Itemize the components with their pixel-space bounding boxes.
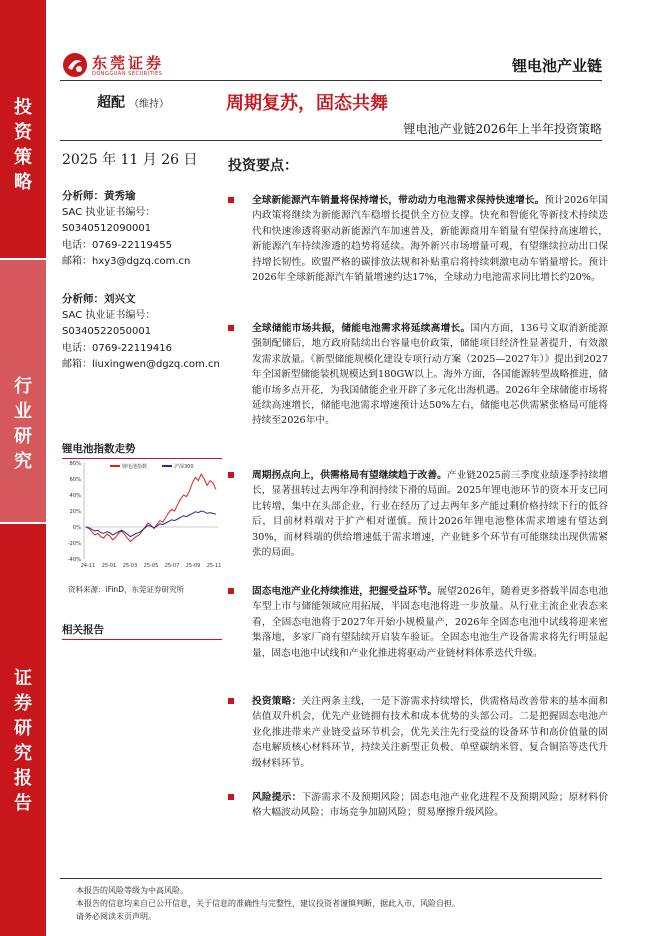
related-reports-rule xyxy=(62,639,222,640)
x-tick-label: 25-07 xyxy=(164,563,180,569)
logo-english-text: DONGGUAN SECURITIES xyxy=(92,71,163,77)
bullet-icon xyxy=(228,197,234,203)
analyst-block xyxy=(62,188,190,271)
cert-label: SAC 执业证书编号： xyxy=(62,309,156,321)
analyst-phone: 电话：0769-22119416 xyxy=(62,342,172,354)
chart-source: 资料来源：iFinD，东莞证券研究所 xyxy=(68,585,184,594)
report-date: 2025 年 11 月 26 日 xyxy=(62,152,198,168)
read-statement-note: 请务必阅读末页声明。 xyxy=(76,912,156,921)
legend-label: 锂电池指数 xyxy=(122,464,148,470)
key-point-text: 下游需求不及预期风险；固态电池产业化进程不及预期风险；原材料价格大幅波动风险；市场竞争加剧风险；贸易摩擦升级风险。 xyxy=(252,792,609,819)
analyst-phone: 电话：0769-22119455 xyxy=(62,239,172,251)
sector-label: 锂电池产业链 xyxy=(511,57,602,75)
analyst-name: 分析师：刘兴文 xyxy=(62,293,136,305)
key-point xyxy=(232,468,608,560)
key-point xyxy=(232,321,608,429)
bullet-icon xyxy=(228,325,234,331)
bullet-icon xyxy=(228,588,234,594)
disclaimer-note: 本报告的信息均来自已公开信息，关于信息的准确性与完整性，建议投资者谨慎判断，据此入市，风险自担。 xyxy=(76,899,460,908)
related-reports-title: 相关报告 xyxy=(62,624,104,636)
report-title: 周期复苏，固态共舞 xyxy=(226,93,388,114)
key-point-lead: 风险提示： xyxy=(252,792,302,803)
side-label-securities-research-report: 证 券 研 究 报 告 xyxy=(14,668,32,814)
y-tick-label: -20% xyxy=(67,541,81,547)
cert-number: S0340522050001 xyxy=(62,326,152,337)
logo-text: 东莞证券 xyxy=(92,54,165,72)
x-tick-label: 25-11 xyxy=(206,563,222,569)
title-divider xyxy=(60,140,602,141)
footer-disclaimer xyxy=(76,884,460,923)
key-point-text: 展望2026年，随着更多搭载半固态电池车型上市与储能领域应用拓展，半固态电池将进一步放量。从行业主流企业表态来看，全固态电池将于2027年开始小规模量产，2026年全固态电池中试线将迎来密集落地，多家厂商有望陆续开启装车验证。全固态电池生产设备需求将先行明显起量，固态电池中试线和产业化推进将驱动产业链材料体系迭代升级。 xyxy=(252,586,609,659)
analyst-name: 分析师：黄秀瑜 xyxy=(62,190,136,202)
x-tick-label: 25-03 xyxy=(122,563,138,569)
side-label-industry-research: 行 业 研 究 xyxy=(14,376,32,472)
y-tick-label: 60% xyxy=(69,477,81,483)
logo-mark-icon xyxy=(62,52,88,78)
key-point-lead: 投资策略： xyxy=(252,696,302,707)
series-line-1 xyxy=(86,511,216,537)
rating xyxy=(97,92,169,112)
index-chart-title: 锂电池指数走势 xyxy=(62,443,136,455)
bullet-icon xyxy=(228,794,234,800)
side-label-investment-strategy: 投 资 策 略 xyxy=(14,97,32,193)
x-tick-label: 25-09 xyxy=(185,563,201,569)
analyst-email[interactable]: 邮箱：liuxingwen@dgzq.com.cn xyxy=(62,359,220,370)
series-line-0 xyxy=(86,474,216,541)
y-tick-label: 0% xyxy=(72,525,81,531)
key-point xyxy=(232,193,608,285)
key-point xyxy=(232,694,608,771)
key-point-lead: 固态电池产业化持续推进，把握受益环节。 xyxy=(252,586,438,597)
company-logo xyxy=(62,52,182,80)
report-subtitle: 锂电池产业链2026年上半年投资策略 xyxy=(403,122,602,136)
x-tick-label: 25-01 xyxy=(101,563,117,569)
key-point-text: 预计2026年国内政策将继续为新能源汽车稳增长提供全方位支撑。快充和智能化等新技术持续迭代和快速渗透将驱动新能源汽车加速普及，新能源商用车销量有望保持高速增长，新能源汽车持续渗透的趋势将延续。海外新兴市场增量可观，有望继续拉动出口保持增长韧性。欧盟严格的碳排放法规和补贴重启将持续刺激电动车销量增长。预计2026年全球新能源汽车销量增速约达17%，全球动力电池需求同比增长约20%。 xyxy=(252,195,609,284)
key-point-text: 产业链2025前三季度业绩逐季持续增长，显著扭转过去两年净利润持续下滑的局面。2025年锂电池环节的资本开支已同比转增，集中在头部企业，行业在经历了过去两年多产能过剩价格持续下行的低谷后，目前材料端对于扩产相对谨慎。预计2026年锂电池整体需求增速有望达到30%，而材料端的供给增速低于需求增速，产业链多个环节有可能继续出现供需紧张的局面。 xyxy=(252,470,609,559)
header-divider xyxy=(60,80,602,81)
y-tick-label: 80% xyxy=(69,461,81,467)
y-tick-label: -40% xyxy=(67,557,81,563)
bullet-icon xyxy=(228,472,234,478)
cert-label: SAC 执业证书编号： xyxy=(62,206,156,218)
y-tick-label: 40% xyxy=(69,493,81,499)
key-point xyxy=(232,584,608,661)
cert-number: S0340512090001 xyxy=(62,223,152,234)
footer-divider xyxy=(60,878,602,879)
analyst-email[interactable]: 邮箱：hxy3@dgzq.com.cn xyxy=(62,256,191,267)
analyst-block xyxy=(62,291,220,374)
key-point-text: 国内方面，136号文取消新能源强制配储后，地方政府陆续出台容量电价政策，储能项目经济性显著提升，有效激发需求放量。《新型储能规模化建设专项行动方案（2025—2027年）》提出到2027年全国新型储能装机规模达到180GW以上。海外方面，各国能源转型战略推进，储能市场多点开花，为我国储能企业开辟了多元化出海机遇。2026年全球储能市场将延续高速增长，储能电池需求增速预计达50%左右，储能电芯供需紧张格局可能将持续至2026年中。 xyxy=(252,323,608,427)
key-point xyxy=(232,790,608,821)
legend-label: 沪深300 xyxy=(174,464,194,470)
key-points-title: 投资要点： xyxy=(228,158,298,174)
rating-label: 超配 xyxy=(97,95,125,111)
risk-level-note: 本报告的风险等级为中高风险。 xyxy=(76,886,188,895)
rating-sub: （维持） xyxy=(129,99,169,110)
x-tick-label: 25-05 xyxy=(143,563,159,569)
bullet-icon xyxy=(228,698,234,704)
key-point-lead: 全球新能源汽车销量将保持增长，带动动力电池需求保持快速增长。 xyxy=(252,195,545,206)
index-trend-chart xyxy=(62,459,222,577)
key-point-lead: 全球储能市场共振，储能电池需求将延续高增长。 xyxy=(252,323,471,334)
key-point-text: 关注两条主线，一是下游需求持续增长，供需格局改善带来的基本面和估值双升机会，优先产业链拥有技术和成本优势的头部公司。二是把握固态电池产业化推进带来产业链受益环节机会，优先关注先行受益的设备环节和高价值量的固态电解质核心材料环节，持续关注新型正负极、单壁碳纳米管、复合铜箔等迭代升级材料环节。 xyxy=(252,696,609,769)
x-tick-label: 24-11 xyxy=(80,563,96,569)
y-tick-label: 20% xyxy=(69,509,81,515)
key-point-lead: 周期拐点向上，供需格局有望继续趋于改善。 xyxy=(252,470,447,481)
